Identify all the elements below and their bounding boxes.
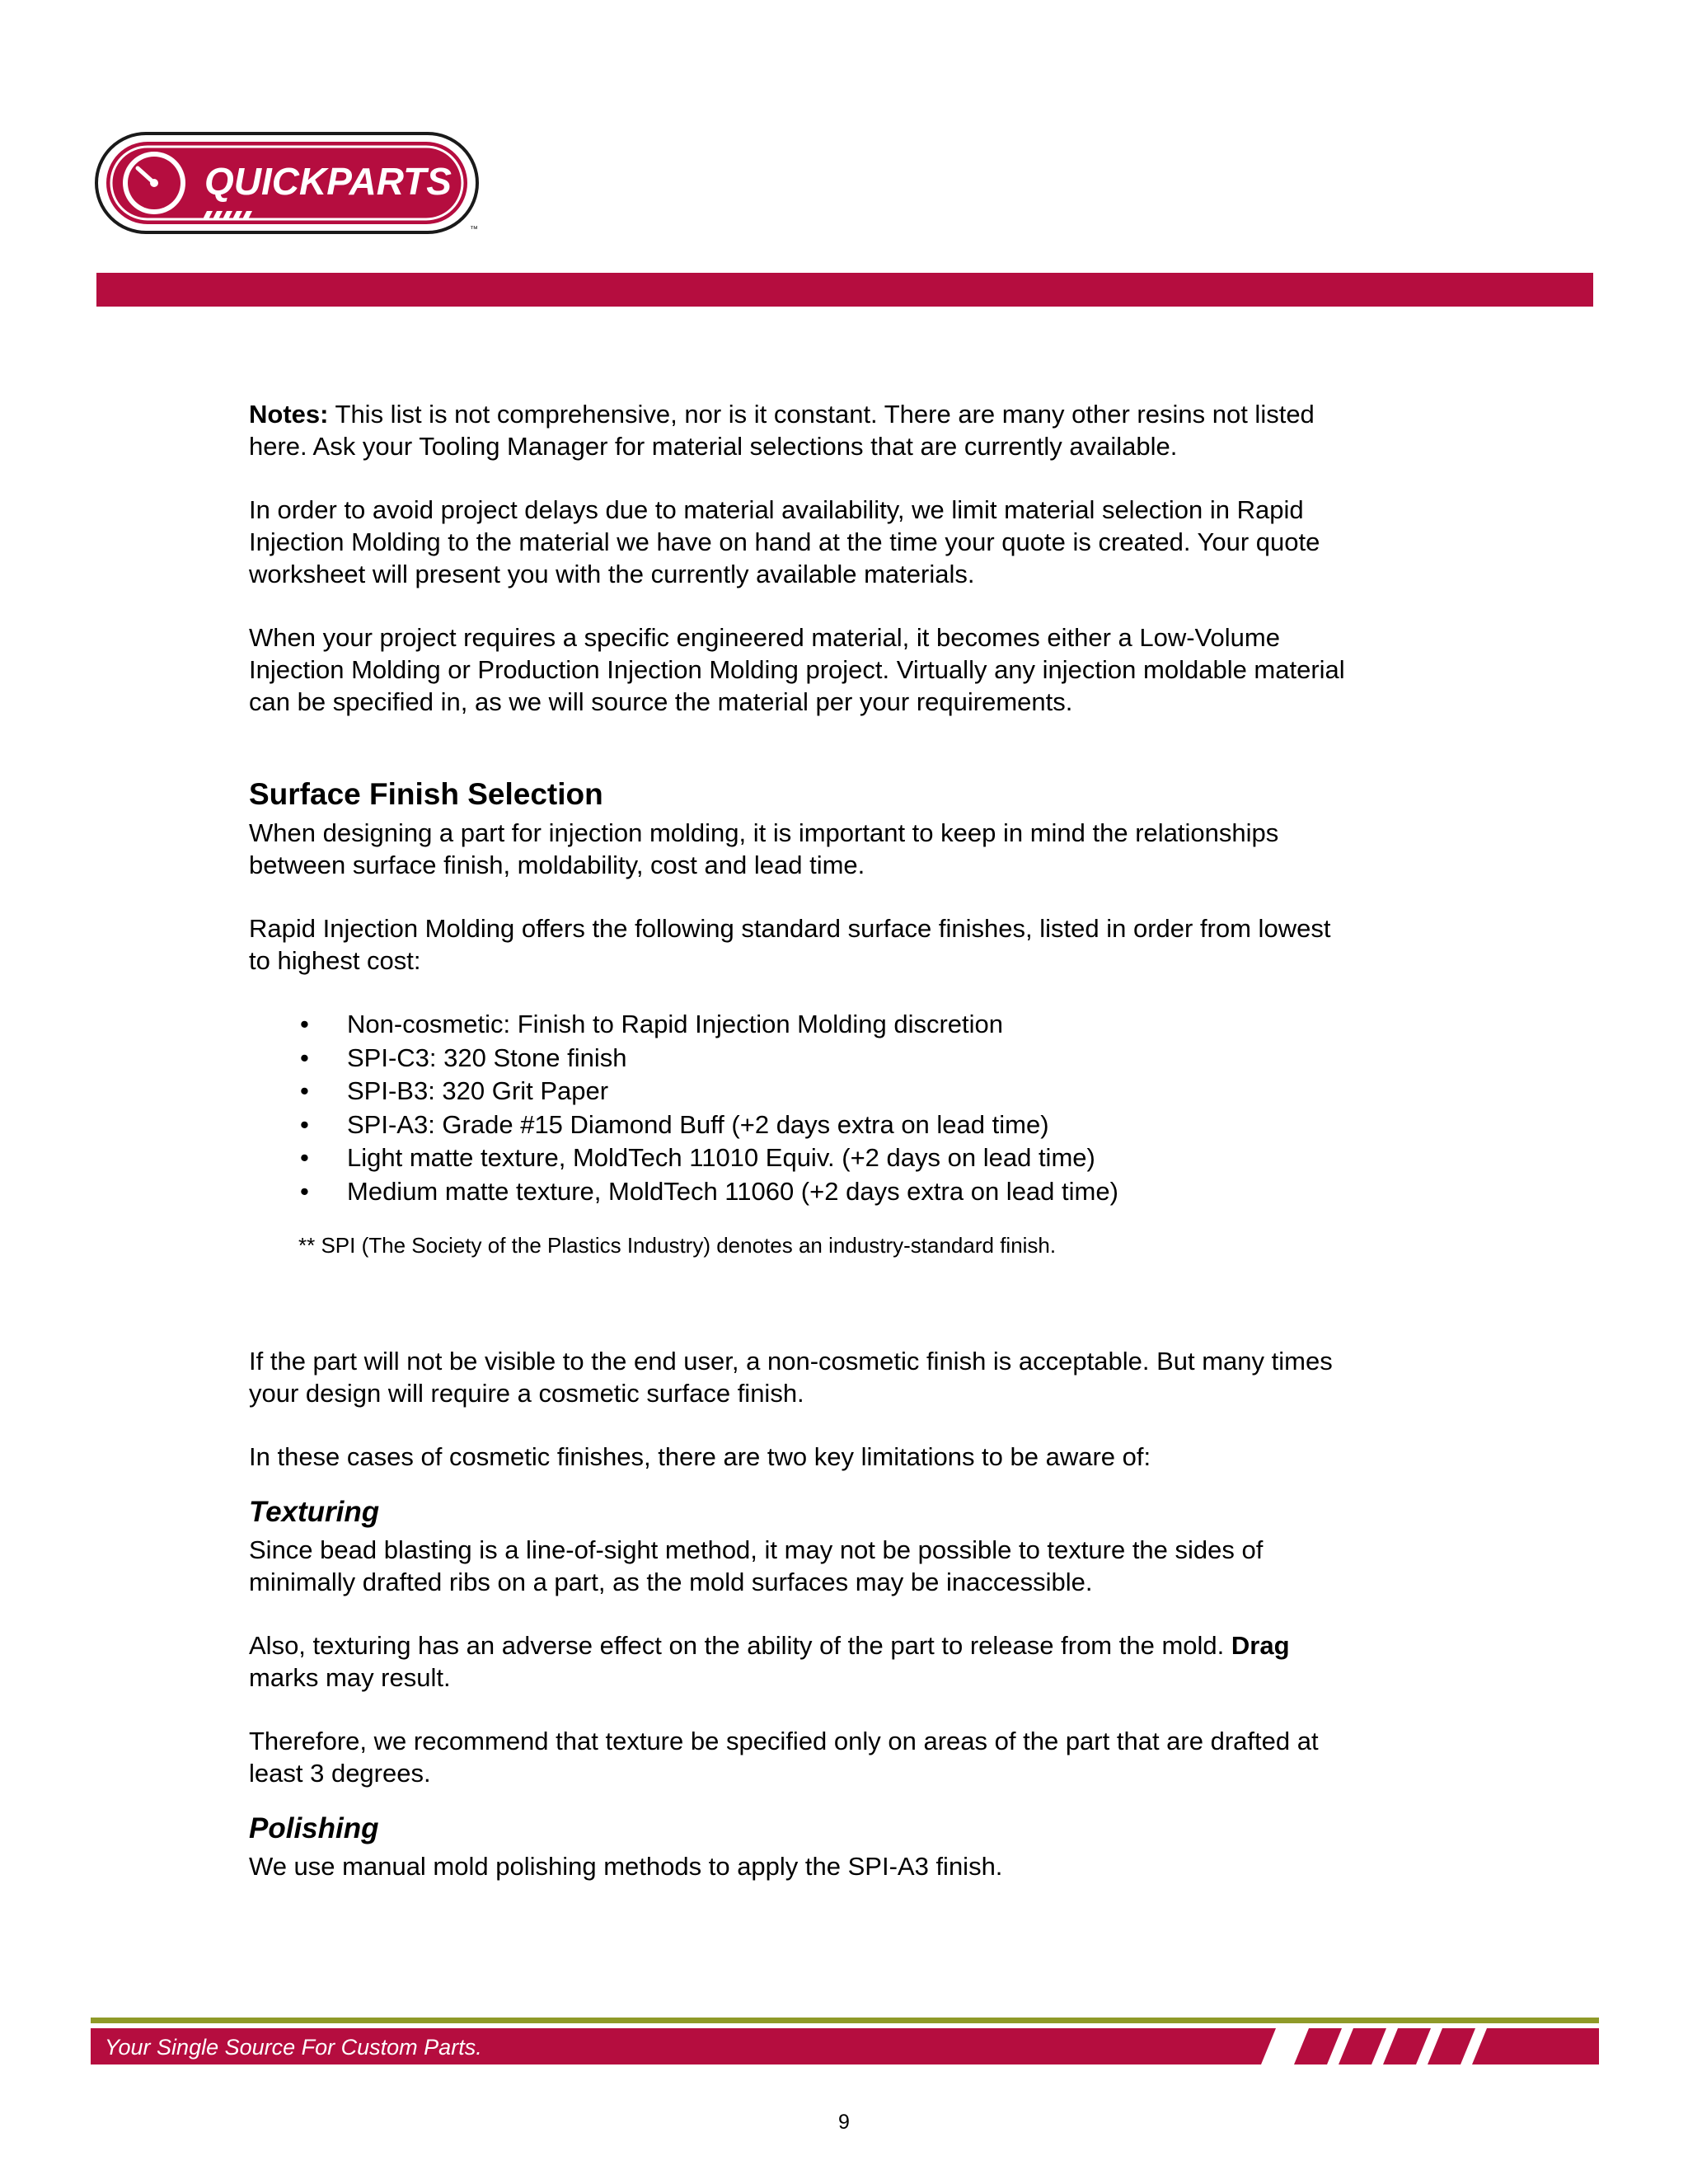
spi-footnote: ** SPI (The Society of the Plastics Industry) denotes an industry-standard finish.: [298, 1233, 1057, 1258]
visibility-paragraph: [249, 1345, 1461, 1409]
text-line: If the part will not be visible to the end user, a non-cosmetic finish is acceptable. But many times: [249, 1347, 1333, 1376]
list-item-text: SPI-A3: Grade #15 Diamond Buff (+2 days extra on lead time): [347, 1109, 1049, 1139]
page-number: 9: [838, 2111, 850, 2134]
text-line: Therefore, we recommend that texture be specified only on areas of the part that are drafted at: [249, 1727, 1319, 1755]
gauge-icon: [123, 152, 185, 214]
text-line: to highest cost:: [249, 946, 421, 975]
text-line: least 3 degrees.: [249, 1759, 431, 1788]
list-item: [249, 1108, 1461, 1142]
notes-paragraph: [249, 398, 1461, 462]
list-item-text: SPI-C3: 320 Stone finish: [347, 1043, 627, 1072]
text-line: Also, texturing has an adverse effect on the ability of the part to release from the mold.: [249, 1631, 1231, 1660]
text-line: between surface finish, moldability, cost and lead time.: [249, 851, 865, 879]
surface-finish-heading: Surface Finish Selection: [249, 777, 603, 811]
text-line: Injection Molding to the material we have on hand at the time your quote is created. Your quote: [249, 527, 1320, 556]
texturing-paragraph-1: [249, 1534, 1461, 1598]
list-item: [249, 1175, 1461, 1209]
finishes-list: [249, 1008, 1461, 1208]
bullet-icon: •: [300, 1176, 309, 1206]
texturing-heading: Texturing: [249, 1496, 380, 1528]
bullet-icon: •: [300, 1010, 309, 1038]
text-line: your design will require a cosmetic surface finish.: [249, 1379, 804, 1408]
engineered-material-paragraph: [249, 621, 1461, 718]
notes-line-1: This list is not comprehensive, nor is it constant. There are many other resins not listed: [328, 400, 1315, 429]
texturing-paragraph-2: [249, 1629, 1461, 1694]
list-item: [249, 1141, 1461, 1175]
text-line: In order to avoid project delays due to material availability, we limit material selection in Rapid: [249, 495, 1304, 524]
header-band: [96, 273, 1593, 307]
texturing-paragraph-3: [249, 1725, 1461, 1789]
bullet-icon: •: [300, 1043, 309, 1072]
footer-tagline: Your Single Source For Custom Parts.: [105, 2035, 482, 2060]
text-line: Injection Molding or Production Injection Molding project. Virtually any injection moldable material: [249, 655, 1345, 684]
quickparts-logo: [95, 132, 482, 235]
text-line: Rapid Injection Molding offers the following standard surface finishes, listed in order from lowest: [249, 914, 1331, 943]
logo-wordmark: QUICKPARTS: [204, 160, 452, 203]
list-item-text: Light matte texture, MoldTech 11010 Equiv. (+2 days on lead time): [347, 1143, 1095, 1172]
text-line: Since bead blasting is a line-of-sight method, it may not be possible to texture the sides of: [249, 1535, 1264, 1564]
bullet-icon: •: [300, 1143, 309, 1172]
bullet-icon: •: [300, 1109, 309, 1139]
availability-paragraph: [249, 494, 1461, 590]
limitations-paragraph: In these cases of cosmetic finishes, there are two key limitations to be aware of:: [249, 1442, 1151, 1471]
notes-label: Notes:: [249, 400, 329, 429]
polishing-heading: Polishing: [249, 1812, 379, 1844]
finishes-intro-paragraph: [249, 912, 1461, 977]
text-line: When designing a part for injection molding, it is important to keep in mind the relationships: [249, 818, 1279, 847]
text-line: When your project requires a specific engineered material, it becomes either a Low-Volume: [249, 623, 1280, 652]
list-item-text: SPI-B3: 320 Grit Paper: [347, 1076, 609, 1105]
trademark-symbol: ™: [470, 225, 478, 234]
drag-emphasis: Drag: [1231, 1631, 1290, 1660]
text-line: can be specified in, as we will source the material per your requirements.: [249, 687, 1073, 716]
bullet-icon: •: [300, 1076, 309, 1105]
list-item-text: Medium matte texture, MoldTech 11060 (+2 days extra on lead time): [347, 1176, 1118, 1206]
polishing-paragraph: We use manual mold polishing methods to apply the SPI-A3 finish.: [249, 1852, 1003, 1881]
list-item: [249, 1042, 1461, 1076]
surface-intro-paragraph: [249, 817, 1461, 881]
list-item: [249, 1075, 1461, 1108]
notes-line-2: here. Ask your Tooling Manager for material selections that are currently available.: [249, 432, 1178, 461]
text-line: marks may result.: [249, 1663, 451, 1692]
text-line: minimally drafted ribs on a part, as the mold surfaces may be inaccessible.: [249, 1568, 1093, 1596]
footer-accent-line: [91, 2018, 1599, 2023]
list-item: [249, 1008, 1461, 1042]
list-item-text: Non-cosmetic: Finish to Rapid Injection Molding discretion: [347, 1010, 1004, 1038]
text-line: worksheet will present you with the currently available materials.: [249, 560, 975, 588]
document-body: [249, 398, 1461, 1882]
